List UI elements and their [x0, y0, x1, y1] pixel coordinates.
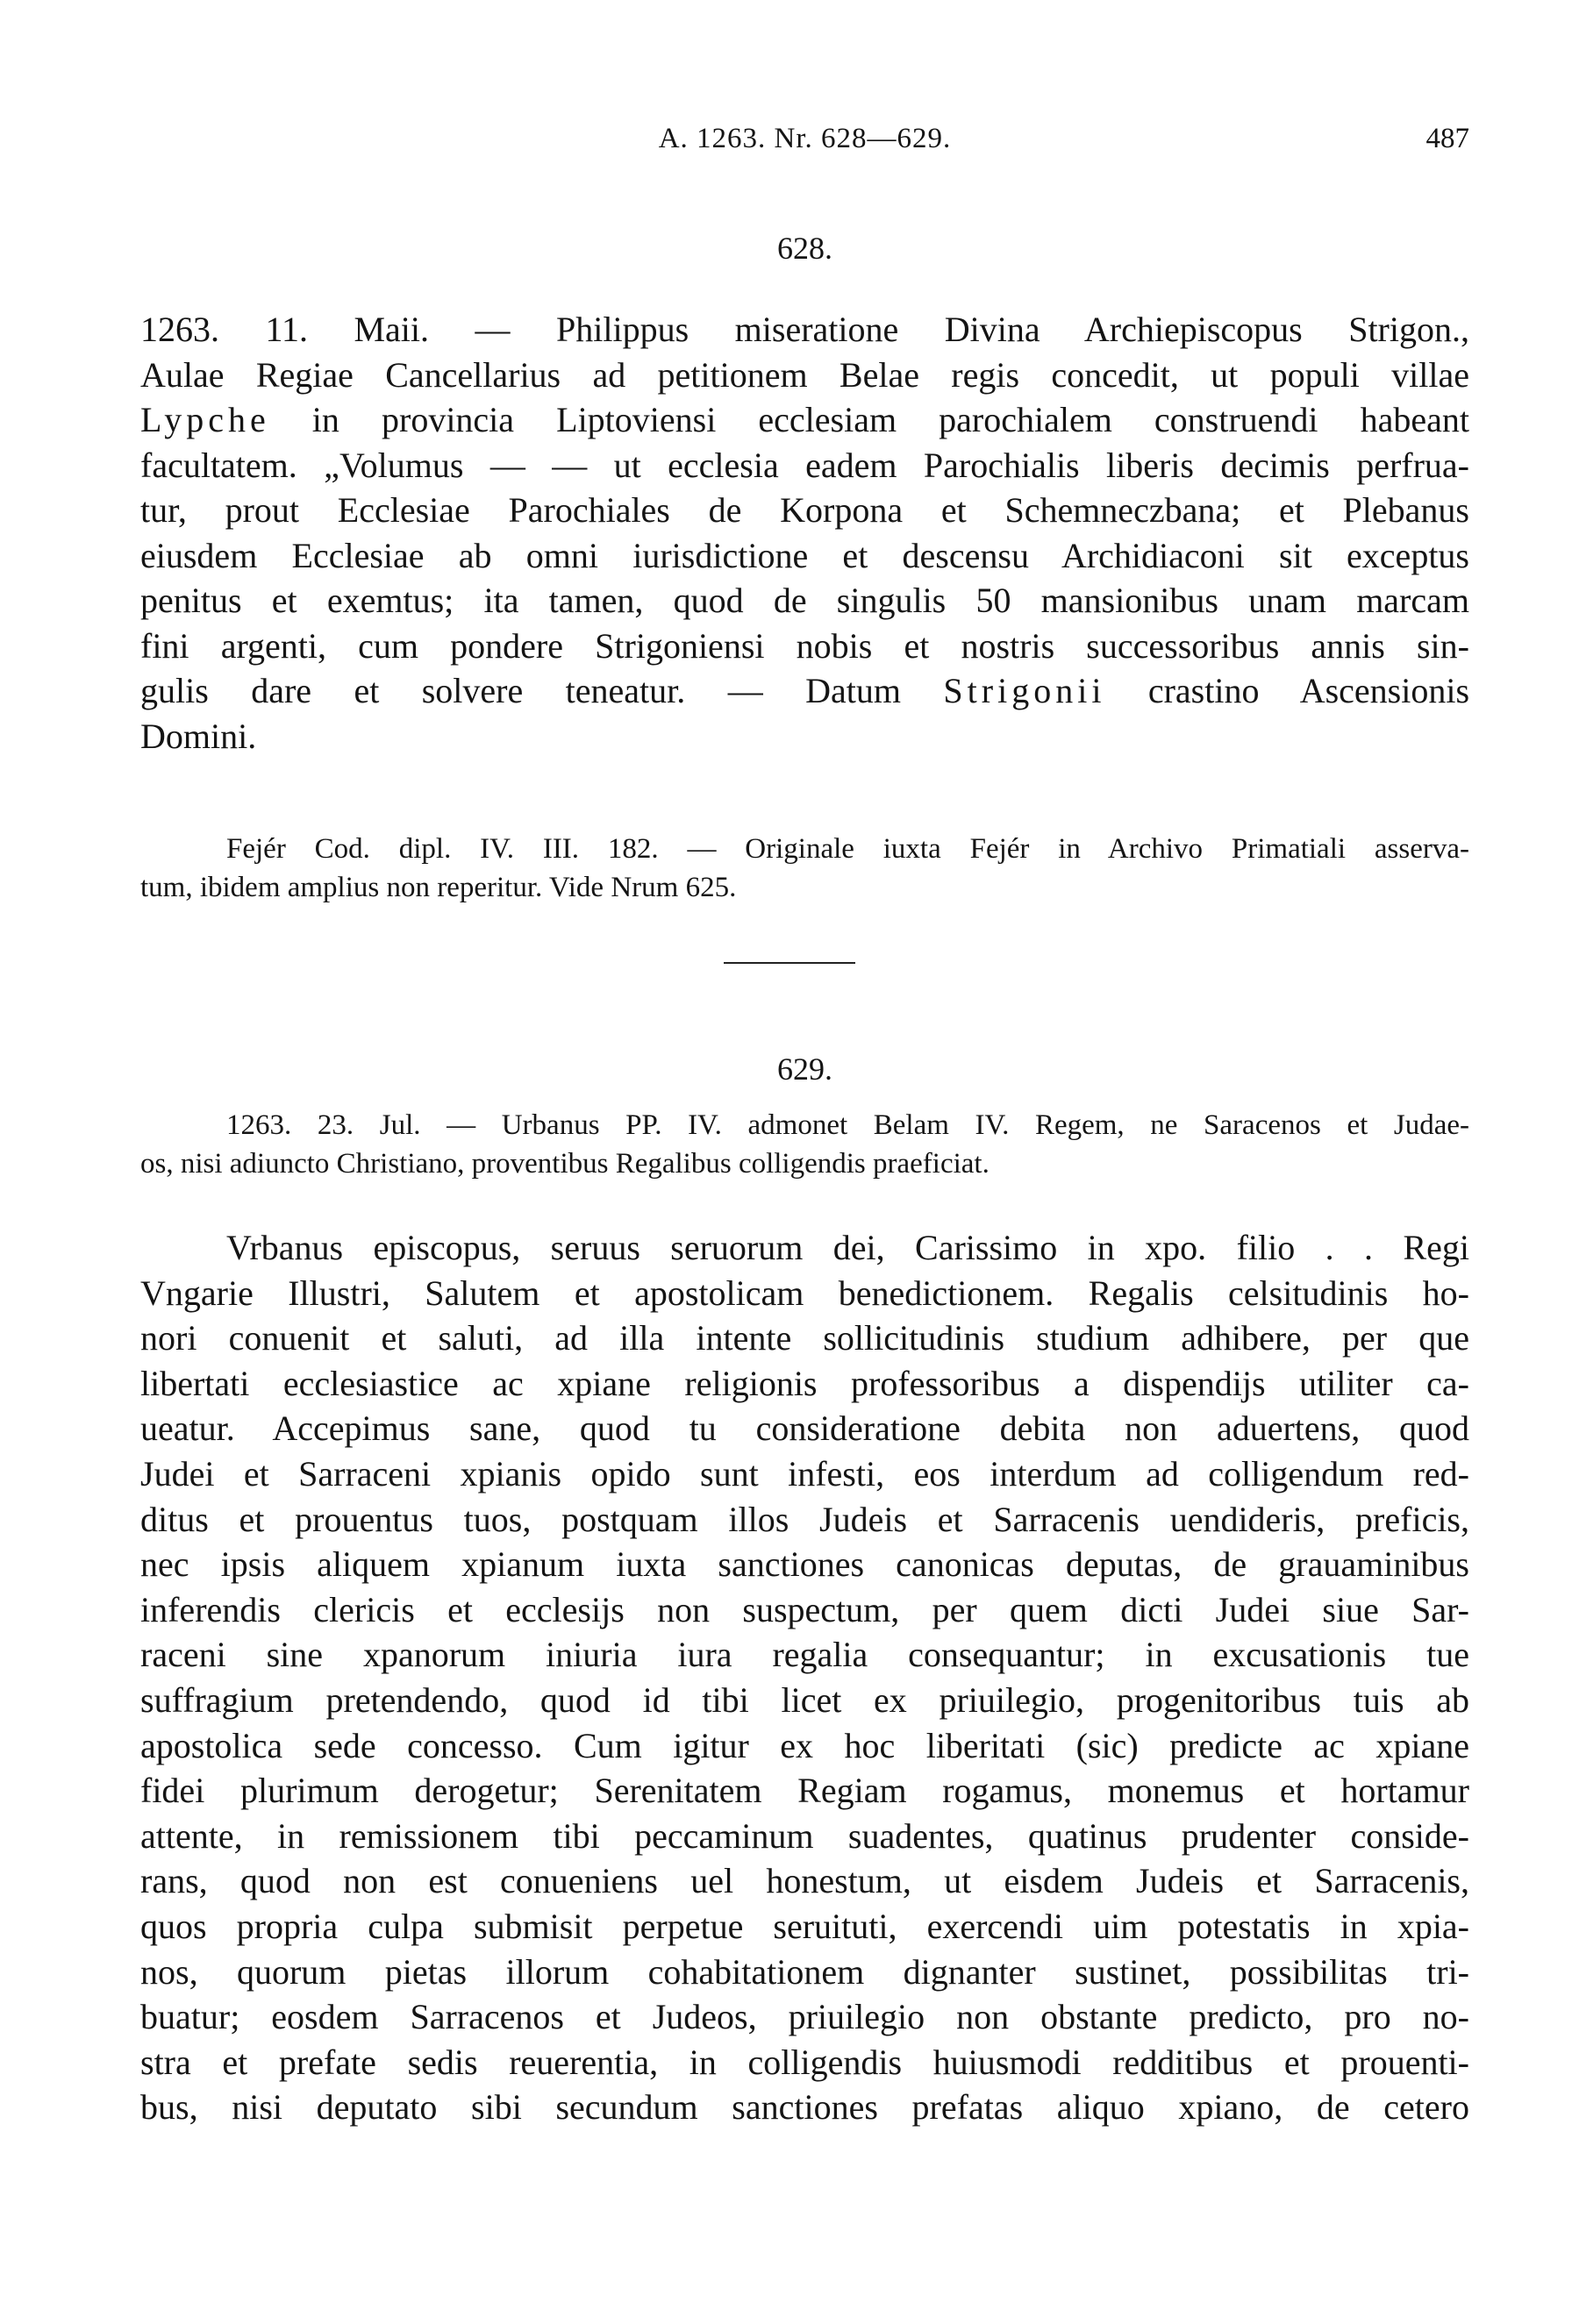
text-line: suffragium pretendendo, quod id tibi licet ex priuilegio, progenitoribus tuis ab [140, 1679, 1469, 1720]
text-line: nori conuenit et saluti, ad illa intente sollicitudinis studium adhibere, per que [140, 1318, 1469, 1358]
text-line: Domini. [140, 716, 257, 756]
text-line: ditus et prouentus tuos, postquam illos Judeis et Sarracenis uendideris, preficis, [140, 1499, 1469, 1539]
text-line: tur, prout Ecclesiae Parochiales de Korpona et Schemneczbana; et Plebanus [140, 490, 1469, 530]
summary-line: 1263. 23. Jul. — Urbanus PP. IV. admonet Belam IV. Regem, ne Saracenos et Judae- [226, 1109, 1469, 1141]
text-line: buatur; eosdem Sarracenos et Judeos, priuilegio non obstante predicto, pro no- [140, 1997, 1469, 2037]
text-line: 1263. 11. Maii. — Philippus miseratione Divina Archiepiscopus Strigon., [140, 310, 1469, 349]
document-number-629: 629. [777, 1052, 832, 1087]
text-line: Vngarie Illustri, Salutem et apostolicam benedictionem. Regalis celsitudinis ho- [140, 1272, 1469, 1313]
text-line: raceni sine xpanorum iniuria iura regalia consequantur; in excusationis tue [140, 1635, 1469, 1675]
text-line: facultatem. „Volumus — — ut ecclesia eadem Parochialis liberis decimis perfrua- [140, 445, 1469, 485]
text-span: in provincia Liptoviensi ecclesiam parochialem construendi habeant [269, 400, 1469, 439]
source-line: Fejér Cod. dipl. IV. III. 182. — Originale iuxta Fejér in Archivo Primatiali asserva- [226, 833, 1469, 865]
text-span: crastino Ascensionis [1105, 671, 1470, 710]
text-line: fidei plurimum derogetur; Serenitatem Regiam rogamus, monemus et hortamur [140, 1771, 1469, 1811]
section-divider [724, 962, 855, 964]
running-header-title: A. 1263. Nr. 628—629. [658, 123, 952, 154]
place-name-spaced: Strigonii [943, 671, 1106, 710]
place-name-spaced: Lypche [140, 400, 270, 439]
text-line: rans, quod non est conueniens uel honestum, ut eisdem Judeis et Sarracenis, [140, 1861, 1469, 1901]
text-line: Aulae Regiae Cancellarius ad petitionem Belae regis concedit, ut populi villae [140, 354, 1469, 395]
page-number: 487 [1425, 123, 1469, 154]
text-line [140, 668, 1469, 714]
text-line: Vrbanus episcopus, seruus seruorum dei, Carissimo in xpo. filio . . Regi [226, 1228, 1469, 1267]
text-line: bus, nisi deputato sibi secundum sanctiones prefatas aliquo xpiano, de cetero [140, 2087, 1469, 2128]
summary-line: os, nisi adiuncto Christiano, proventibus Regalibus colligendis praeficiat. [140, 1148, 990, 1180]
text-line: fini argenti, cum pondere Strigoniensi nobis et nostris successoribus annis sin- [140, 625, 1469, 666]
document-number-628: 628. [777, 231, 832, 266]
document-629-body [140, 1225, 1469, 2130]
text-line: Judei et Sarraceni xpianis opido sunt infesti, eos interdum ad colligendum red- [140, 1453, 1469, 1493]
running-header [140, 123, 1469, 175]
document-628-body [140, 307, 1469, 759]
text-line: eiusdem Ecclesiae ab omni iurisdictione et descensu Archidiaconi sit exceptus [140, 535, 1469, 575]
text-line: penitus et exemtus; ita tamen, quod de singulis 50 mansionibus unam marcam [140, 581, 1469, 620]
text-line: attente, in remissionem tibi peccaminum suadentes, quatinus prudenter conside- [140, 1815, 1469, 1856]
text-span: gulis dare et solvere teneatur. — Datum [140, 671, 944, 710]
text-line: nos, quorum pietas illorum cohabitationem dignanter sustinet, possibilitas tri- [140, 1951, 1469, 1992]
text-line: libertati ecclesiastice ac xpiane religionis professoribus a dispendijs utiliter ca- [140, 1363, 1469, 1403]
text-line: quos propria culpa submisit perpetue seruituti, exercendi uim potestatis in xpia- [140, 1906, 1469, 1946]
text-line: nec ipsis aliquem xpianum iuxta sanctiones canonicas deputas, de grauaminibus [140, 1544, 1469, 1585]
text-line: inferendis clericis et ecclesijs non suspectum, per quem dicti Judei siue Sar- [140, 1589, 1469, 1629]
source-line: tum, ibidem amplius non reperitur. Vide Nrum 625. [140, 872, 737, 903]
text-line: stra et prefate sedis reuerentia, in colligendis huiusmodi redditibus et prouenti- [140, 2042, 1469, 2082]
text-line: ueatur. Accepimus sane, quod tu consideratione debita non aduertens, quod [140, 1408, 1469, 1449]
document-628-source-note [140, 830, 1469, 907]
document-629-summary [140, 1106, 1469, 1183]
text-line: apostolica sede concesso. Cum igitur ex hoc liberitati (sic) predicte ac xpiane [140, 1725, 1469, 1765]
text-line [140, 397, 1469, 443]
